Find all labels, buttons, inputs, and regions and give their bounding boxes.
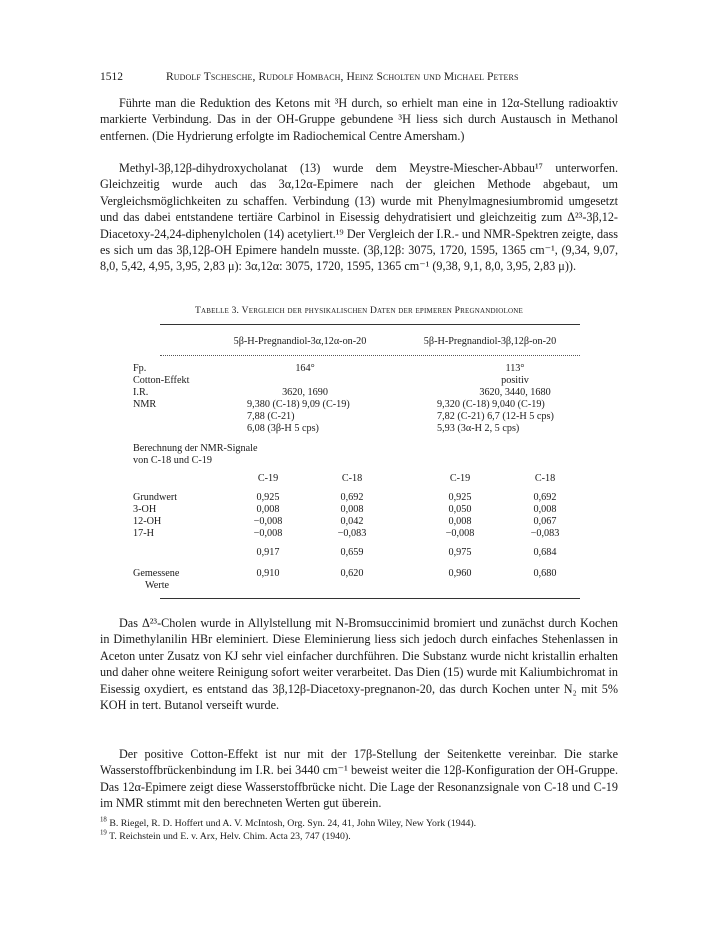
table-cell: 0,008 xyxy=(340,504,364,515)
table-cell: −0,008 xyxy=(253,516,283,527)
table-col2-header: 5β-H-Pregnandiol-3β,12β-on-20 xyxy=(423,336,557,347)
table-cell: 0,692 xyxy=(533,492,557,503)
table-bottom-rule xyxy=(160,598,580,599)
table-cell: 164° xyxy=(295,363,315,374)
paragraph-1 xyxy=(100,95,618,144)
table-cell: 0,042 xyxy=(340,516,364,527)
table-caption-text: Vergleich der physikalischen Daten der epimeren Pregnandiolone xyxy=(241,306,523,316)
table-row-label: 3-OH xyxy=(133,504,157,515)
table-row-label: Fp. xyxy=(133,363,147,374)
table-subheader: C-18 xyxy=(534,473,556,484)
table-subheader: C-18 xyxy=(341,473,363,484)
table-cell: 5,93 (3α-H 2, 5 cps) xyxy=(437,423,520,434)
table-header-rule xyxy=(160,355,580,356)
page-number: 1512 xyxy=(100,71,123,83)
table-cell: positiv xyxy=(501,375,529,386)
table-caption-label: Tabelle 3. xyxy=(195,306,240,316)
table-col1-header: 5β-H-Pregnandiol-3α,12α-on-20 xyxy=(233,336,367,347)
table-cell: 7,82 (C-21) 6,7 (12-H 5 cps) xyxy=(437,411,554,422)
table-sum-cell: 0,975 xyxy=(448,547,472,558)
table-cell: 113° xyxy=(505,363,525,374)
table-cell: 0,008 xyxy=(256,504,280,515)
footnote-19 xyxy=(100,831,640,843)
table-cell: −0,008 xyxy=(445,528,475,539)
footnote-number: 18 xyxy=(100,816,107,824)
table-row-label: Werte xyxy=(145,580,170,591)
table-cell: 9,320 (C-18) 9,040 (C-19) xyxy=(437,399,545,410)
table-sum-cell: 0,684 xyxy=(533,547,557,558)
table-section-title: von C-18 und C-19 xyxy=(133,455,212,466)
table-cell: 0,692 xyxy=(340,492,364,503)
table-row-label: NMR xyxy=(133,399,157,410)
paragraph-4-text: Der positive Cotton-Effekt ist nur mit der 17β-Stellung der Seitenkette vereinbar. Die starke Wasserstoffbrückenbindung im I.R. bei 3440 cm⁻¹ beweist weiter die 12β-Konfiguration der OH-Gruppe. Das 12α-Epimere zeigt diese Wasserstoffbrücke nicht. Die Lage der Resonanzsignale von C-18 und C-19 im NMR stimmt mit den berechneten Werten gut überein. xyxy=(100,747,618,811)
table-top-rule xyxy=(160,324,580,325)
table-sum-cell: 0,917 xyxy=(256,547,280,558)
table-cell: 6,08 (3β-H 5 cps) xyxy=(247,423,319,434)
paragraph-1-text: Führte man die Reduktion des Ketons mit ³H durch, so erhielt man eine in 12α-Stellung radioaktiv markierte Verbindung. Das in der OH-Gruppe gebundene ³H liess sich durch Austausch in Methanol entfernen. (Die Hydrierung erfolgte im Radiochemical Centre Amersham.) xyxy=(100,96,618,143)
table-cell: 3620, 3440, 1680 xyxy=(479,387,551,398)
table-cell: 0,925 xyxy=(448,492,472,503)
table-section-title: Berechnung der NMR-Signale xyxy=(133,443,258,454)
table-row-label: Cotton-Effekt xyxy=(133,375,190,386)
table-cell: −0,083 xyxy=(530,528,560,539)
running-header xyxy=(100,71,618,87)
table-subheader: C-19 xyxy=(449,473,471,484)
table-subheader: C-19 xyxy=(257,473,279,484)
table-caption xyxy=(100,306,618,316)
table-measured-cell: 0,680 xyxy=(533,568,557,579)
table-measured-cell: 0,620 xyxy=(340,568,364,579)
table-measured-cell: 0,960 xyxy=(448,568,472,579)
table-cell: 9,380 (C-18) 9,09 (C-19) xyxy=(247,399,350,410)
paragraph-3 xyxy=(100,615,618,713)
table-row-label: 12-OH xyxy=(133,516,162,527)
table-sum-cell: 0,659 xyxy=(340,547,364,558)
paragraph-2-text: Methyl-3β,12β-dihydroxycholanat (13) wurde dem Meystre-Miescher-Abbau¹⁷ unterworfen. Gleichzeitig wurde auch das 3α,12α-Epimere nach der gleichen Methode abgebaut, um Vergleichsmöglichkeiten zu schaffen. Verbindung (13) wurde mit Phenylmagnesiumbromid umgesetzt und das dabei entstandene tertiäre Carbinol in Eisessig dehydratisiert und gleichzeitig zum Δ²³-3β,12-Diacetoxy-24,24-diphenylcholen (14) acetyliert.¹⁹ Der Vergleich der I.R.- und NMR-Spektren zeigte, dass es sich um das 3β,12β-OH Epimere handeln musste. (3β,12β: 3075, 1720, 1595, 1365 cm⁻¹, (9,34, 9,07, 8,0, 5,42, 4,95, 3,95, 2,83 μ): 3α,12α: 3075, 1720, 1595, 1365 cm⁻¹ (9,38, 9,1, 8,0, 3,95, 2,83 μ)). xyxy=(100,161,618,274)
paragraph-2 xyxy=(100,160,618,275)
table-cell: 0,067 xyxy=(533,516,557,527)
table-cell: −0,083 xyxy=(337,528,367,539)
table-cell: 3620, 1690 xyxy=(282,387,328,398)
table-row-label: Gemessene xyxy=(133,568,180,579)
paragraph-4 xyxy=(100,746,618,812)
table-cell: 0,925 xyxy=(256,492,280,503)
footnote-number: 19 xyxy=(100,829,107,837)
table-row-label: 17-H xyxy=(133,528,154,539)
running-header-authors: Rudolf Tschesche, Rudolf Hombach, Heinz Scholten und Michael Peters xyxy=(166,71,519,83)
paragraph-3-text: Das Δ²³-Cholen wurde in Allylstellung mit N-Bromsuccinimid bromiert und zunächst durch Kochen in Dimethylanilin HBr eleminiert. Diese Eleminierung liess sich jedoch durch einfaches Stehenlassen in Aceton unter Zusatz von KJ sehr viel einfacher durchführen. Die Substanz wurde nicht kristallin erhalten und daher ohne weitere Reinigung sofort weiter verarbeitet. Das Dien (15) wurde mit Kaliumbichromat in Eisessig oxydiert, es entstand das 3β,12β-Diacetoxy-pregnanon-20, das durch Kochen unter N₂ mit 5% KOH in tert. Butanol verseift wurde. xyxy=(100,616,618,713)
table-measured-cell: 0,910 xyxy=(256,568,280,579)
table-cell: −0,008 xyxy=(253,528,283,539)
table-cell: 7,88 (C-21) xyxy=(247,411,295,422)
table-cell: 0,008 xyxy=(448,516,472,527)
footnote-text: B. Riegel, R. D. Hoffert und A. V. McIntosh, Org. Syn. 24, 41, John Wiley, New York (1944). xyxy=(109,818,477,829)
table-cell: 0,050 xyxy=(448,504,472,515)
footnote-text: T. Reichstein und E. v. Arx, Helv. Chim. Acta 23, 747 (1940). xyxy=(109,831,351,842)
table-row-label: I.R. xyxy=(133,387,149,398)
table-cell: 0,008 xyxy=(533,504,557,515)
footnote-18 xyxy=(100,818,640,830)
table-row-label: Grundwert xyxy=(133,492,178,503)
